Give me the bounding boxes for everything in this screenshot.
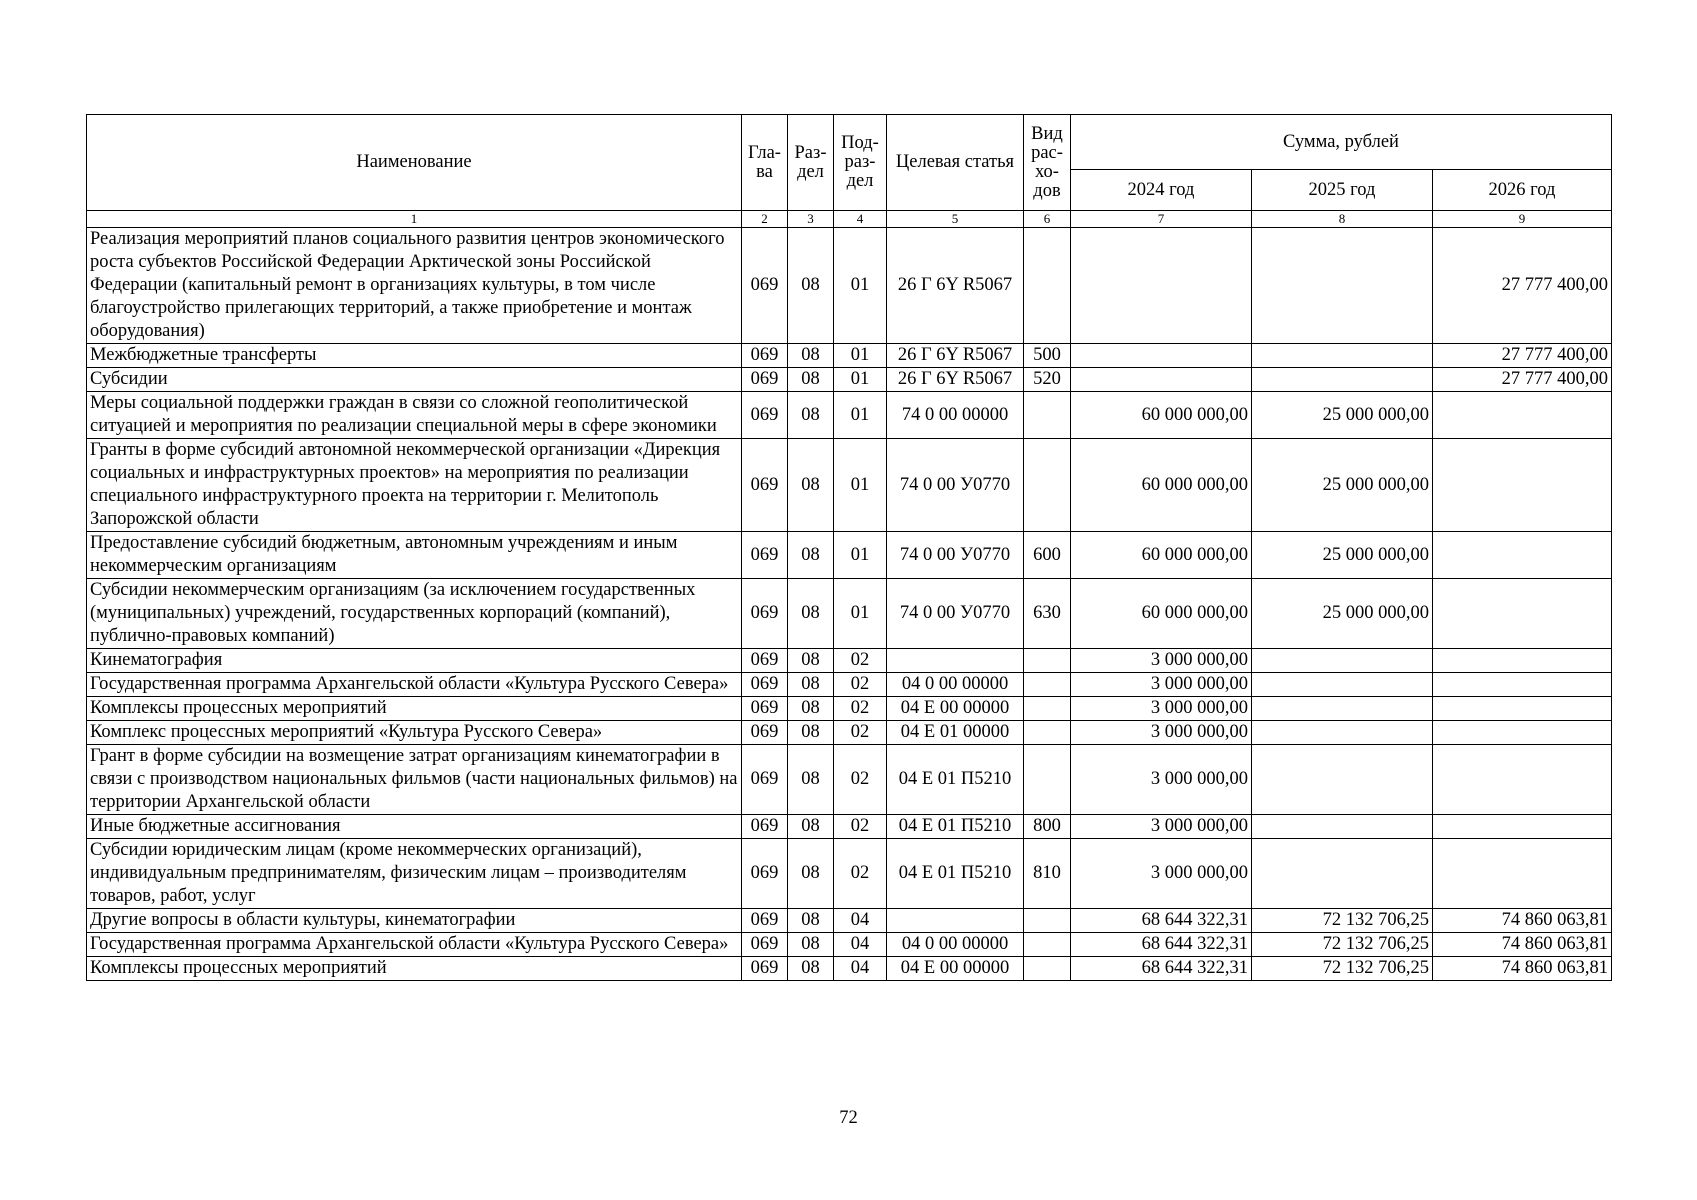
cell-sum-2025 [1252,839,1433,909]
header-2025: 2025 год [1252,170,1433,211]
cell-sum-2024 [1071,368,1252,392]
cell-name: Кинематография [87,649,742,673]
table-row [87,344,1612,368]
cell-podrazdel: 04 [834,957,887,981]
cell-target: 04 Е 01 П5210 [887,745,1024,815]
cell-sum-2024: 60 000 000,00 [1071,392,1252,439]
cell-target: 74 0 00 У0770 [887,532,1024,579]
cell-vid: 520 [1024,368,1071,392]
cell-sum-2026: 74 860 063,81 [1433,933,1612,957]
cell-razdel: 08 [788,721,834,745]
table-row [87,909,1612,933]
cell-target: 74 0 00 00000 [887,392,1024,439]
cell-podrazdel: 02 [834,839,887,909]
cell-sum-2025 [1252,697,1433,721]
cell-sum-2025: 25 000 000,00 [1252,439,1433,532]
cell-glava: 069 [742,532,788,579]
cell-podrazdel: 04 [834,909,887,933]
cell-vid [1024,439,1071,532]
cell-sum-2024: 3 000 000,00 [1071,673,1252,697]
cell-sum-2025: 72 132 706,25 [1252,909,1433,933]
cell-glava: 069 [742,933,788,957]
column-number: 7 [1071,211,1252,228]
cell-sum-2024: 3 000 000,00 [1071,815,1252,839]
cell-name: Другие вопросы в области культуры, кинематографии [87,909,742,933]
cell-target: 26 Г 6Y R5067 [887,344,1024,368]
cell-podrazdel: 02 [834,697,887,721]
cell-razdel: 08 [788,228,834,344]
table-row [87,933,1612,957]
cell-vid: 810 [1024,839,1071,909]
header-target: Целевая статья [887,115,1024,211]
cell-glava: 069 [742,909,788,933]
cell-target: 04 Е 01 П5210 [887,815,1024,839]
cell-glava: 069 [742,815,788,839]
cell-name: Комплексы процессных мероприятий [87,957,742,981]
cell-podrazdel: 01 [834,392,887,439]
cell-razdel: 08 [788,697,834,721]
cell-sum-2024: 3 000 000,00 [1071,721,1252,745]
cell-name: Иные бюджетные ассигнования [87,815,742,839]
cell-name: Государственная программа Архангельской области «Культура Русского Севера» [87,933,742,957]
cell-sum-2025: 72 132 706,25 [1252,957,1433,981]
cell-podrazdel: 01 [834,344,887,368]
cell-sum-2025 [1252,745,1433,815]
cell-target: 04 0 00 00000 [887,933,1024,957]
cell-name: Реализация мероприятий планов социального развития центров экономического роста субъектов Российской Федерации Арктической зоны Российской Федерации (капитальный ремонт в организациях культуры, в том числе благоустройство прилегающих территорий, а также приобретение и монтаж оборудования) [87,228,742,344]
cell-vid: 600 [1024,532,1071,579]
cell-name: Комплекс процессных мероприятий «Культура Русского Севера» [87,721,742,745]
cell-sum-2025 [1252,721,1433,745]
cell-target: 26 Г 6Y R5067 [887,228,1024,344]
cell-sum-2024: 3 000 000,00 [1071,649,1252,673]
cell-vid: 800 [1024,815,1071,839]
cell-razdel: 08 [788,532,834,579]
cell-target [887,649,1024,673]
cell-target: 04 Е 01 00000 [887,721,1024,745]
cell-razdel: 08 [788,745,834,815]
cell-sum-2024: 68 644 322,31 [1071,933,1252,957]
cell-vid [1024,957,1071,981]
cell-sum-2026 [1433,439,1612,532]
cell-razdel: 08 [788,368,834,392]
page-number: 72 [839,1108,858,1128]
cell-target [887,909,1024,933]
header-2024: 2024 год [1071,170,1252,211]
cell-vid [1024,673,1071,697]
cell-glava: 069 [742,392,788,439]
cell-vid [1024,909,1071,933]
cell-vid [1024,649,1071,673]
cell-podrazdel: 04 [834,933,887,957]
cell-sum-2025 [1252,673,1433,697]
table-row [87,228,1612,344]
cell-vid [1024,933,1071,957]
header-razdel: Раз-дел [788,115,834,211]
column-number: 6 [1024,211,1071,228]
cell-razdel: 08 [788,344,834,368]
cell-sum-2024: 3 000 000,00 [1071,697,1252,721]
cell-name: Субсидии [87,368,742,392]
cell-glava: 069 [742,344,788,368]
cell-sum-2024: 60 000 000,00 [1071,439,1252,532]
cell-sum-2026 [1433,579,1612,649]
cell-name: Меры социальной поддержки граждан в связи со сложной геополитической ситуацией и мероприятия по реализации специальной меры в сфере экономики [87,392,742,439]
header-sum: Сумма, рублей [1071,115,1612,170]
cell-sum-2026: 27 777 400,00 [1433,228,1612,344]
cell-target: 04 Е 01 П5210 [887,839,1024,909]
column-number: 4 [834,211,887,228]
cell-glava: 069 [742,579,788,649]
cell-target: 04 Е 00 00000 [887,957,1024,981]
cell-sum-2025: 25 000 000,00 [1252,532,1433,579]
cell-vid [1024,392,1071,439]
cell-name: Гранты в форме субсидий автономной некоммерческой организации «Дирекция социальных и инфраструктурных проектов» на мероприятия по реализации специального инфраструктурного проекта на территории г. Мелитополь Запорожской области [87,439,742,532]
cell-podrazdel: 01 [834,579,887,649]
cell-sum-2026: 74 860 063,81 [1433,957,1612,981]
cell-sum-2026: 27 777 400,00 [1433,344,1612,368]
cell-glava: 069 [742,697,788,721]
table-row [87,392,1612,439]
cell-podrazdel: 02 [834,721,887,745]
cell-razdel: 08 [788,439,834,532]
cell-target: 74 0 00 У0770 [887,439,1024,532]
cell-sum-2025 [1252,815,1433,839]
table-row [87,649,1612,673]
cell-vid [1024,697,1071,721]
cell-glava: 069 [742,439,788,532]
cell-sum-2026: 74 860 063,81 [1433,909,1612,933]
cell-podrazdel: 01 [834,368,887,392]
cell-razdel: 08 [788,392,834,439]
cell-sum-2024: 3 000 000,00 [1071,839,1252,909]
column-number: 2 [742,211,788,228]
table-row [87,439,1612,532]
cell-sum-2026 [1433,721,1612,745]
cell-vid [1024,745,1071,815]
cell-razdel: 08 [788,839,834,909]
cell-sum-2026 [1433,839,1612,909]
cell-sum-2026 [1433,649,1612,673]
cell-vid: 500 [1024,344,1071,368]
budget-table [86,114,1612,981]
cell-vid [1024,228,1071,344]
header-2026: 2026 год [1433,170,1612,211]
cell-name: Межбюджетные трансферты [87,344,742,368]
cell-sum-2025 [1252,228,1433,344]
cell-target: 04 0 00 00000 [887,673,1024,697]
cell-sum-2025 [1252,649,1433,673]
cell-vid [1024,721,1071,745]
cell-glava: 069 [742,368,788,392]
cell-razdel: 08 [788,673,834,697]
cell-sum-2024: 60 000 000,00 [1071,532,1252,579]
cell-name: Комплексы процессных мероприятий [87,697,742,721]
cell-sum-2026 [1433,673,1612,697]
cell-name: Субсидии юридическим лицам (кроме некоммерческих организаций), индивидуальным предпринимателям, физическим лицам – производителям товаров, работ, услуг [87,839,742,909]
table-row [87,721,1612,745]
cell-podrazdel: 02 [834,673,887,697]
cell-sum-2024: 60 000 000,00 [1071,579,1252,649]
cell-sum-2025: 25 000 000,00 [1252,579,1433,649]
cell-podrazdel: 02 [834,815,887,839]
cell-podrazdel: 01 [834,439,887,532]
cell-vid: 630 [1024,579,1071,649]
cell-sum-2026 [1433,697,1612,721]
column-number: 1 [87,211,742,228]
cell-podrazdel: 01 [834,228,887,344]
cell-podrazdel: 02 [834,745,887,815]
table-row [87,532,1612,579]
cell-razdel: 08 [788,909,834,933]
column-number: 5 [887,211,1024,228]
cell-sum-2025: 72 132 706,25 [1252,933,1433,957]
cell-name: Субсидии некоммерческим организациям (за исключением государственных (муниципальных) учреждений, государственных корпораций (компаний), публично-правовых компаний) [87,579,742,649]
header-glava: Гла-ва [742,115,788,211]
cell-sum-2024: 68 644 322,31 [1071,957,1252,981]
cell-glava: 069 [742,957,788,981]
cell-glava: 069 [742,649,788,673]
table-row [87,815,1612,839]
cell-razdel: 08 [788,815,834,839]
cell-sum-2025 [1252,368,1433,392]
cell-glava: 069 [742,839,788,909]
column-number: 9 [1433,211,1612,228]
table-row [87,839,1612,909]
cell-razdel: 08 [788,649,834,673]
table-row [87,579,1612,649]
table-row [87,745,1612,815]
table-row [87,697,1612,721]
cell-target: 04 Е 00 00000 [887,697,1024,721]
cell-sum-2026 [1433,745,1612,815]
cell-razdel: 08 [788,933,834,957]
cell-podrazdel: 01 [834,532,887,579]
cell-glava: 069 [742,721,788,745]
cell-glava: 069 [742,228,788,344]
cell-target: 26 Г 6Y R5067 [887,368,1024,392]
cell-sum-2025 [1252,344,1433,368]
cell-sum-2024: 68 644 322,31 [1071,909,1252,933]
table-row [87,957,1612,981]
cell-sum-2026 [1433,392,1612,439]
cell-sum-2026 [1433,815,1612,839]
cell-sum-2026: 27 777 400,00 [1433,368,1612,392]
cell-glava: 069 [742,673,788,697]
header-podrazdel: Под-раз-дел [834,115,887,211]
cell-razdel: 08 [788,579,834,649]
cell-name: Государственная программа Архангельской области «Культура Русского Севера» [87,673,742,697]
table-row [87,368,1612,392]
table-row [87,673,1612,697]
cell-sum-2024: 3 000 000,00 [1071,745,1252,815]
cell-sum-2024 [1071,228,1252,344]
column-number: 8 [1252,211,1433,228]
table-body [87,211,1612,981]
column-number-row [87,211,1612,228]
cell-razdel: 08 [788,957,834,981]
cell-target: 74 0 00 У0770 [887,579,1024,649]
cell-sum-2026 [1433,532,1612,579]
cell-name: Грант в форме субсидии на возмещение затрат организациям кинематографии в связи с производством национальных фильмов (части национальных фильмов) на территории Архангельской области [87,745,742,815]
header-name: Наименование [87,115,742,211]
cell-sum-2025: 25 000 000,00 [1252,392,1433,439]
column-number: 3 [788,211,834,228]
cell-name: Предоставление субсидий бюджетным, автономным учреждениям и иным некоммерческим организациям [87,532,742,579]
table-header [87,115,1612,211]
cell-podrazdel: 02 [834,649,887,673]
cell-sum-2024 [1071,344,1252,368]
header-vid: Вид рас-хо-дов [1024,115,1071,211]
cell-glava: 069 [742,745,788,815]
